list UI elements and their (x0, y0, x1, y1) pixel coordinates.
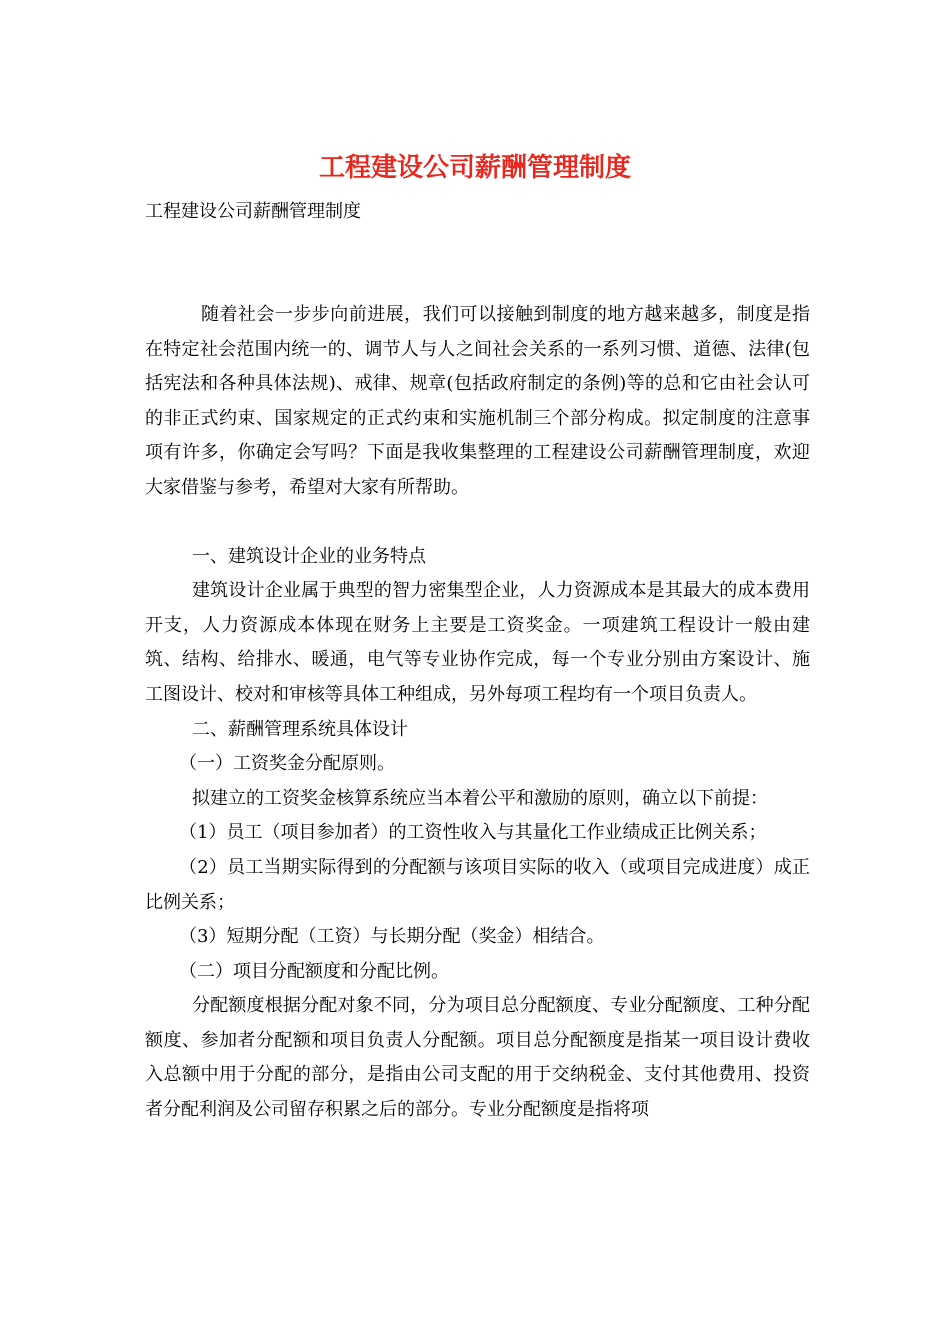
section-heading-2: 二、薪酬管理系统具体设计 (192, 718, 408, 740)
principle-paragraph: 拟建立的工资奖金核算系统应当本着公平和激励的原则，确立以下前提： (192, 787, 768, 809)
document-title: 工程建设公司薪酬管理制度 (318, 153, 631, 183)
section-1-paragraph: 建筑设计企业属于典型的智力密集型企业，人力资源成本是其最大的成本费用开支，人力资源成本体现在财务上主要是工资奖金。一项建筑工程设计一般由建筑、结构、给排水、暖通，电气等专业协作完成，每一个专业分别由方案设计、施工图设计、校对和审核等具体工种组成，另外每项工程均有一个项目负责人。 (145, 580, 810, 705)
paragraph-gap (145, 506, 810, 540)
document-subtitle: 工程建设公司薪酬管理制度 (145, 201, 361, 222)
subsection-heading-1: （一）工资奖金分配原则。 (179, 753, 395, 775)
subsection-heading-2: （二）项目分配额度和分配比例。 (179, 960, 449, 982)
allocation-paragraph: 分配额度根据分配对象不同，分为项目总分配额度、专业分配额度、工种分配额度、参加者分配额和项目负责人分配额。项目总分配额度是指某一项目设计费收入总额中用于分配的部分，是指由公司支配的用于交纳税金、支付其他费用、投资者分配利润及公司留存积累之后的部分。专业分配额度是指将项 (145, 995, 810, 1121)
document-body (145, 298, 810, 1128)
principle-item-2: （2）员工当期实际得到的分配额与该项目实际的收入（或项目完成进度）成正比例关系； (145, 856, 810, 913)
principle-item-1: （1）员工（项目参加者）的工资性收入与其量化工作业绩成正比例关系； (179, 822, 767, 844)
section-heading-1: 一、建筑设计企业的业务特点 (192, 545, 426, 567)
principle-item-3: （3）短期分配（工资）与长期分配（奖金）相结合。 (179, 926, 605, 948)
intro-paragraph: 随着社会一步步向前进展，我们可以接触到制度的地方越来越多，制度是指在特定社会范围内统一的、调节人与人之间社会关系的一系列习惯、道德、法律(包括宪法和各种具体法规)、戒律、规章(包括政府制定的条例)等的总和它由社会认可的非正式约束、国家规定的正式约束和实施机制三个部分构成。拟定制度的注意事项有许多，你确定会写吗？下面是我收集整理的工程建设公司薪酬管理制度，欢迎大家借鉴与参考，希望对大家有所帮助。 (145, 304, 810, 498)
